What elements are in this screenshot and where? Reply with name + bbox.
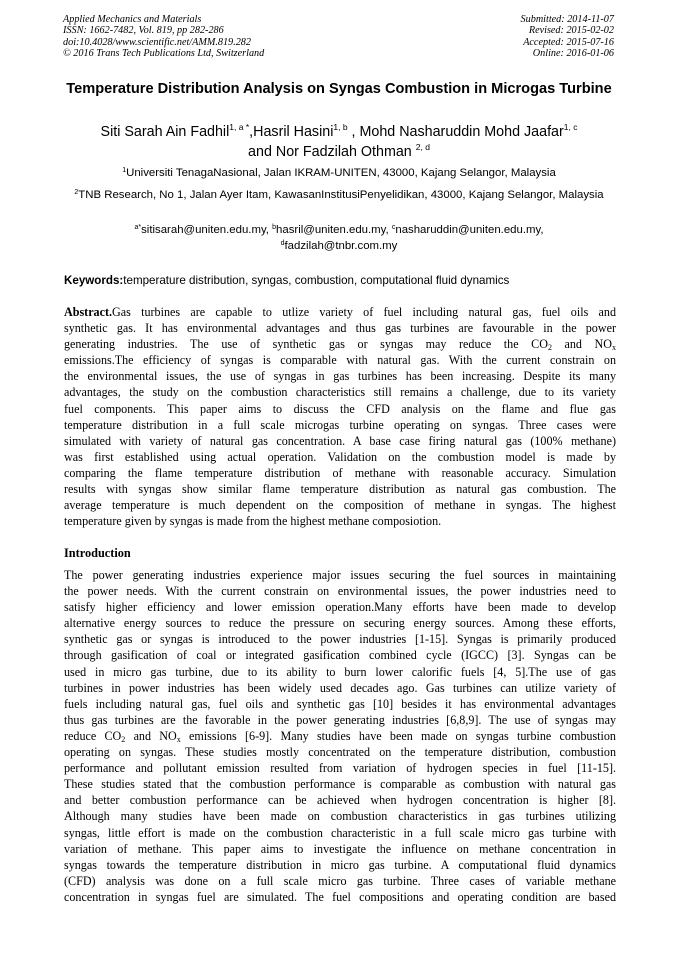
intro-line: fuels including natural gas, fuel oils and synthetic gas [10] besides it has environmental advantages [64,696,616,711]
online-date: Online: 2016-01-06 [532,48,614,60]
paper-title: Temperature Distribution Analysis on Syngas Combustion in Microgas Turbine [66,81,612,97]
author-marker: 1, c [563,122,578,132]
intro-line: syngas, little effort is made on the combustion characteristic in a full scale micro gas turbine with [64,825,616,840]
abstract-line: comparing the flame temperature distribution of methane with reasonable accuracy. Simulation [64,465,616,480]
email-marker: c [391,224,396,231]
email-link[interactable]: fadzilah@tnbr.com.my [284,239,398,252]
intro-line: satisfy higher efficiency and lower emission operation.Many efforts have been made to develop [64,600,616,615]
email-marker: d [280,239,285,247]
intro-line: alternative energy sources to reduce the pressure on securing energy sources. Among these efforts, [64,616,616,631]
keywords [64,273,616,288]
affiliation-2 [60,188,618,204]
author-name: Siti Sarah Ain Fadhil [100,124,230,140]
revised-date: Revised: 2015-02-02 [528,25,614,37]
doi-line[interactable]: doi:10.4028/www.scientific.net/AMM.819.282 [63,36,251,48]
intro-line: operating on syngas. These studies mostly concentrated on the temperature distribution, combustion [64,745,616,760]
intro-line: the power needs. With the current constrain on environmental issues, the power industries need to [64,584,616,599]
author-marker: 1, a * [229,122,250,132]
abstract-line: average temperature is much dependent on the composition of methane in syngas. The highest [64,498,616,513]
keywords-label: Keywords: [64,274,124,287]
abstract-line: results with syngas show similar flame temperature distribution as natural gas combustion. The [64,482,616,497]
intro-line: performance and pollutant emission resulted from variation of hydrogen species in fuel [11-15]. [64,761,616,776]
copyright-line: © 2016 Trans Tech Publications Ltd, Switzerland [63,48,265,60]
intro-line: concentration in syngas fuel are simulated. The fuel compositions and operating condition are based [64,889,616,904]
dates-info [521,14,614,60]
author-marker: 2, d [415,142,430,152]
intro-line: thus gas turbines are the favorable in the power generating industries [6,8,9]. The use of syngas may [64,712,616,727]
intro-line: The power generating industries experience major issues securing the fuel sources in maintaining [64,568,616,582]
intro-line: reduce $CO_2$ and $NO_x$ emissions [6-9]. Many studies have been made on syngas turbine combustion [64,728,616,744]
abstract-line: emissions.The efficiency of syngas is comparable with natural gas. With the current constrain on [64,353,616,368]
issn-line: ISSN: 1662-7482, Vol. 819, pp 282-286 [63,25,224,37]
intro-line: syngas towards the temperature distribution in micro gas turbine. A computational fluid dynamics [64,857,616,872]
author-name: Mohd Nasharuddin Mohd Jaafar [359,124,564,140]
affiliation-marker: 2 [74,189,79,196]
intro-line: through gasification of coal or integrated gasification combined cycle (IGCC) [3]. Syngas can be [64,648,616,663]
affiliation-text: TNB Research, No 1, Jalan Ayer Itam, KawasanInstitusiPenyelidikan, 43000, Kajang Selangor, Malaysia [78,189,604,201]
intro-line: (CFD) analysis was done on a full scale micro gas turbine. Three cases of variable methane [64,873,616,888]
abstract-line: temperature distribution in a full scale microgas turbine operating on syngas. Three cases were [64,417,616,432]
email-marker: a* [134,224,142,231]
affiliation-1 [60,166,618,182]
affiliation-marker: 1 [122,167,127,174]
abstract-line: synthetic gas. It has environmental advantages and thus gas turbines are favourable in the power [64,321,616,336]
email-list [60,223,618,254]
author-name: Nor Fadzilah Othman [275,144,412,160]
affiliation-text: Universiti TenagaNasional, Jalan IKRAM-UNITEN, 43000, Kajang Selangor, Malaysia [126,167,556,179]
introduction-body [64,567,616,905]
abstract [64,304,616,529]
intro-line: used in micro gas turbine, due to its ability to burn lower calorific fuels [4, 5].The use of gas [64,664,616,679]
email-link[interactable]: hasril@uniten.edu.my, [276,224,392,236]
email-link[interactable]: nasharuddin@uniten.edu.my, [395,224,544,236]
intro-line: and better combustion performance can be achieved when hydrogen concentration is higher [8]. [64,793,616,808]
abstract-line: advantages, the study on the combustion characteristics still remains a challenge, due to its variety [64,385,616,400]
section-heading-introduction: Introduction [64,546,131,560]
author-list: Siti Sarah Ain Fadhil$^{1, a *}$,Hasril Hasini$^{1, b}$ , Mohd Nasharuddin Mohd Jaafar$^{1, c}$ and Nor Fadzilah Othman $^{2, d}$ [100,122,578,160]
author-marker: 1, b [333,122,348,132]
abstract-line: fuel components. This paper aims to discuss the CFD analysis on the flame and flue gas [64,401,616,416]
keywords-text: temperature distribution, syngas, combustion, computational fluid dynamics [123,274,510,287]
abstract-line: simulated with variety of natural gas concentration. A base case firing natural gas (100% methane) [64,433,616,448]
journal-name: Applied Mechanics and Materials [63,14,202,25]
abstract-line: the environmental issues, the use of syngas in gas turbines has been increasing. Despite its many [64,369,616,384]
author-name: Hasril Hasini [253,124,334,140]
accepted-date: Accepted: 2015-07-16 [523,36,614,48]
submitted-date: Submitted: 2014-11-07 [520,14,614,25]
intro-line: Although many studies have been made on combustion characteristics in gas turbines utilizing [64,809,616,824]
journal-info [63,14,264,60]
intro-line: synthetic gas or syngas is introduced to the power industries [1-15]. Syngas is primarily produced [64,632,616,647]
intro-line: variation of methane. This paper aims to investigate the influence on methane concentration in [64,841,616,856]
abstract-line: temperature given by syngas is made from the highest methane composiotion. [64,514,442,529]
email-link[interactable]: sitisarah@uniten.edu.my, [141,224,273,236]
abstract-line: generating industries. The use of synthetic gas or syngas may reduce the $CO_2$ and $NO_x$ [64,337,616,353]
intro-line: turbines in power industries has been widely used decades ago. Gas turbines can utilize variety of [64,680,616,695]
abstract-label: Abstract. [64,305,113,319]
abstract-line: Abstract.Gas turbines are capable to utlize variety of fuel including natural gas, fuel oils and [64,305,616,319]
abstract-line: was first established using actual operation. Validation on the combustion model is made by [64,449,616,464]
email-marker: b [272,224,277,231]
intro-line: These studies stated that the combustion performance is comparable as combustion with natural gas [64,777,616,792]
